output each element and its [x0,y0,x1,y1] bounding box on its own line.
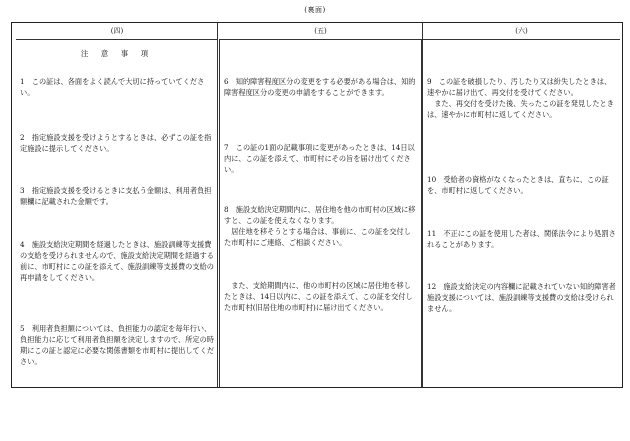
column-body [16,39,218,387]
note-item-4: 4 施設支給決定期間を経過したときは、施設訓練等支援費の支給を受けられませんので、施設支給決定期間を経過する前に、市町村にこの証を添えて、施設訓練等支援費の支給の再申請をしてください。 [20,240,214,282]
notes-heading: 注 意 事 項 [80,49,154,58]
note-item-3: 3 指定施設支援を受けるときに支払う金額は、利用者負担額欄に記載された金額です。 [20,186,212,206]
page-side-label: (裏面) [304,6,326,14]
note-item-12: 12 施設支給決定の内容欄に記載されていない知的障害者施設支援については、施設訓練等支援費の支給は受けられません。 [427,282,616,313]
column-body [219,39,422,387]
note-item-8: 8 施設支給決定期間内に、居住地を他の市町村の区域に移すと、この証を使えなくなります。 居住地を移そうとする場合は、事前に、この証を交付した市町村にご連絡、ご相談ください。 [224,205,416,247]
column-header: (六) [423,23,620,40]
column-6 [423,23,620,387]
column-4 [16,23,218,387]
note-item-7: 7 この証の1面の記載事項に変更があったときは、14日以内に、この証を添えて、市町村にその旨を届け出てください。 [224,143,415,174]
notice-frame [11,22,623,388]
note-item-10: 10 受給者の資格がなくなったときは、直ちに、この証を、市町村に返してください。 [427,175,609,195]
column-header: (四) [16,23,218,40]
note-item-9: 9 この証を破損したり、汚したり又は紛失したときは、速やかに届け出て、再交付を受けてください。 また、再交付を受けた後、失ったこの証を発見したときは、速やかに市町村に返してください。 [427,77,614,119]
note-item-8-continued: また、支給期間内に、他の市町村の区域に居住地を移したときは、14日以内に、この証を添えて、この証を交付した市町村(旧居住地の市町村)に届け出てください。 [224,281,413,312]
column-body [423,39,620,387]
column-divider [217,23,218,387]
column-5 [219,23,422,387]
column-header: (五) [219,23,422,40]
note-item-11: 11 不正にこの証を使用した者は、関係法令により処罰されることがあります。 [427,229,616,249]
note-item-6: 6 知的障害程度区分の変更をする必要がある場合は、知的障害程度区分の変更の申請をすることができます。 [224,77,416,97]
note-item-5: 5 利用者負担額については、負担能力の認定を毎年行い、負担能力に応じて利用者負担額を決定しますので、所定の時期にこの証と認定に必要な関係書類を市町村に提出してください。 [20,324,215,366]
note-item-2: 2 指定施設支援を受けようとするときは、必ずこの証を指定施設に提示してください。 [20,133,212,153]
note-item-1: 1 この証は、各面をよく読んで大切に持っていてください。 [20,77,205,97]
